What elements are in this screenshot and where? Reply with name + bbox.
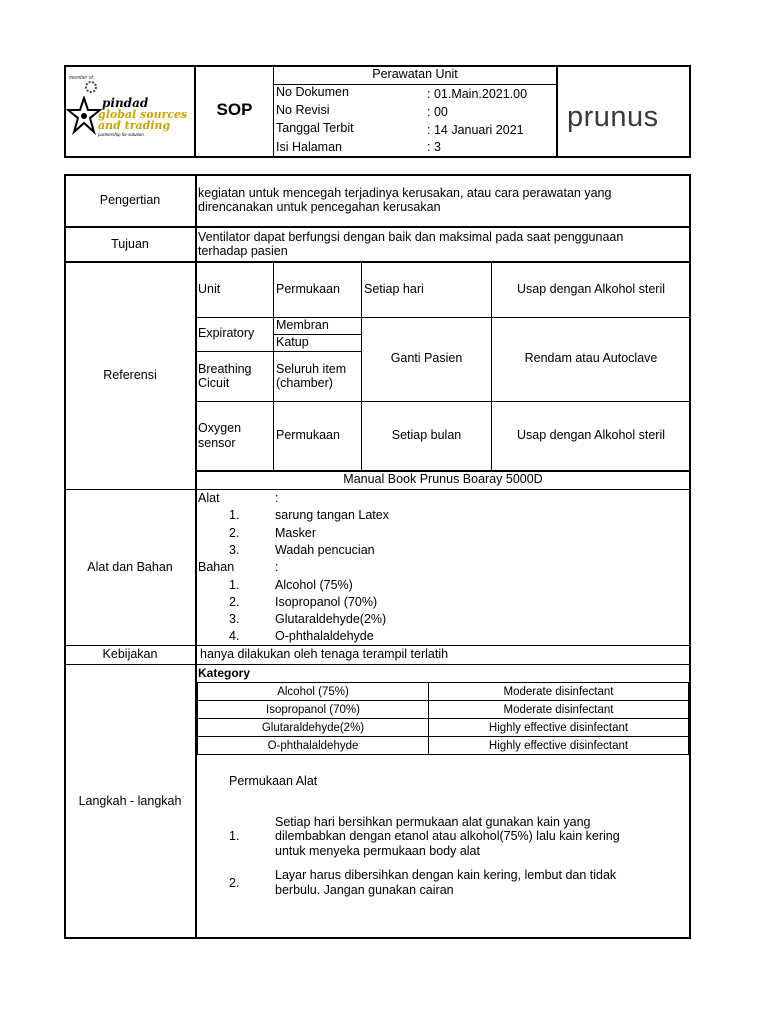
kategory-cell: Isopropanol (70%) [198,701,429,719]
document-title: Perawatan Unit [372,67,458,81]
manual-book-reference: Manual Book Prunus Boaray 5000D [343,472,543,486]
step-number: 2. [229,876,240,890]
ref-cell: Setiap bulan [391,428,462,442]
kategory-cell: Moderate disinfectant [429,701,689,719]
kategory-cell: Glutaraldehyde(2%) [198,719,429,737]
bahan-colon: : [275,560,279,574]
list-number: 2. [229,595,240,609]
list-item: Alcohol (75%) [275,578,353,592]
list-number: 1. [229,578,240,592]
alat-heading: Alat [198,491,220,505]
label-column-divider [195,174,197,939]
step-text: untuk menyeka permukaan body alat [275,844,480,858]
row-separator [64,645,691,646]
ref-cell: Membran [276,318,329,332]
field-value: : 00 [427,105,448,119]
ref-cell: Rendam atau Autoclave [524,351,658,365]
logo-slogan: partnership for solution [98,132,144,137]
table-row [198,683,689,701]
kategory-cell: Alcohol (75%) [198,683,429,701]
ref-cell: Setiap hari [364,282,424,296]
list-number: 1. [229,508,240,522]
list-number: 2. [229,526,240,540]
logo-line1: pindad [102,96,149,110]
kategory-cell: Highly effective disinfectant [429,737,689,755]
kategory-cell: Moderate disinfectant [429,683,689,701]
sop-label: SOP [216,100,253,119]
tujuan-text: Ventilator dapat berfungsi dengan baik dan maksimal pada saat penggunaan [198,230,624,244]
ref-cell: Katup [276,335,309,349]
kebijakan-text: hanya dilakukan oleh tenaga terampil terlatih [200,647,449,661]
row-separator [64,489,691,490]
pengertian-text: direncanakan untuk pencegahan kerusakan [198,200,441,214]
section-heading: Permukaan Alat [229,774,318,788]
list-item: sarung tangan Latex [275,508,389,522]
list-item: Isopropanol (70%) [275,595,378,609]
pengertian-label: Pengertian [99,193,161,207]
step-number: 1. [229,829,240,843]
ref-cell: (chamber) [276,376,333,390]
ref-cell: Permukaan [276,428,340,442]
field-value: : 14 Januari 2021 [427,123,524,137]
row-separator [64,261,691,263]
ref-cell: Unit [198,282,221,296]
ref-row-divider [195,317,691,318]
step-text: dilembabkan dengan etanol atau alkohol(75%) lalu kain kering [275,829,620,843]
company-logo [66,70,192,154]
list-item: Wadah pencucian [275,543,375,557]
ref-cell: Breathing [198,362,252,376]
ref-cell: Usap dengan Alkohol steril [516,282,665,296]
ref-cell: Cicuit [198,376,230,390]
kebijakan-label: Kebijakan [102,647,158,661]
step-text: Setiap hari bersihkan permukaan alat gunakan kain yang [275,815,591,829]
brand-logo: prunus [567,101,659,133]
alat-colon: : [275,491,279,505]
tujuan-text: terhadap pasien [198,244,288,258]
logo-line2: global sources [98,108,188,121]
ref-cell: Ganti Pasien [390,351,463,365]
table-row [198,737,689,755]
list-item: O-phthalaldehyde [275,629,374,643]
field-label: No Dokumen [276,85,349,99]
kategory-table [197,682,689,755]
step-text: berbulu. Jangan gunakan cairan [275,883,454,897]
step-text: Layar harus dibersihkan dengan kain kering, lembut dan tidak [275,868,617,882]
alat-bahan-label: Alat dan Bahan [87,560,173,574]
list-number: 4. [229,629,240,643]
field-value: : 3 [427,140,441,154]
kategory-cell: Highly effective disinfectant [429,719,689,737]
logo-line3: and trading [98,119,171,132]
field-label: Tanggal Terbit [276,121,354,135]
row-separator [64,226,691,228]
field-label: No Revisi [276,103,330,117]
langkah-label: Langkah - langkah [78,794,182,808]
table-row [198,719,689,737]
ref-cell: Usap dengan Alkohol steril [516,428,665,442]
ref-cell: Expiratory [198,326,255,340]
list-item: Masker [275,526,316,540]
field-label: Isi Halaman [276,140,342,154]
ref-col-divider [273,261,274,470]
table-row [198,701,689,719]
ref-cell: Seluruh item [276,362,347,376]
ref-cell: Oxygen [198,421,242,435]
list-item: Glutaraldehyde(2%) [275,612,387,626]
ref-cell: Permukaan [276,282,340,296]
row-separator [64,664,691,665]
field-value: : 01.Main.2021.00 [427,87,528,101]
list-number: 3. [229,543,240,557]
list-number: 3. [229,612,240,626]
ref-cell: sensor [198,436,236,450]
logo-tagline-top: member of [69,75,93,81]
ref-row-divider [195,401,691,402]
ref-row-divider [195,351,361,352]
referensi-label: Referensi [103,368,157,382]
logo-gear-icon [84,80,98,94]
bahan-heading: Bahan [198,560,235,574]
kategory-title: Kategory [198,666,251,680]
header-divider [556,65,558,158]
tujuan-label: Tujuan [111,237,149,251]
logo-star-icon [66,96,102,136]
kategory-cell: O-phthalaldehyde [198,737,429,755]
pengertian-text: kegiatan untuk mencegah terjadinya kerusakan, atau cara perawatan yang [198,186,612,200]
